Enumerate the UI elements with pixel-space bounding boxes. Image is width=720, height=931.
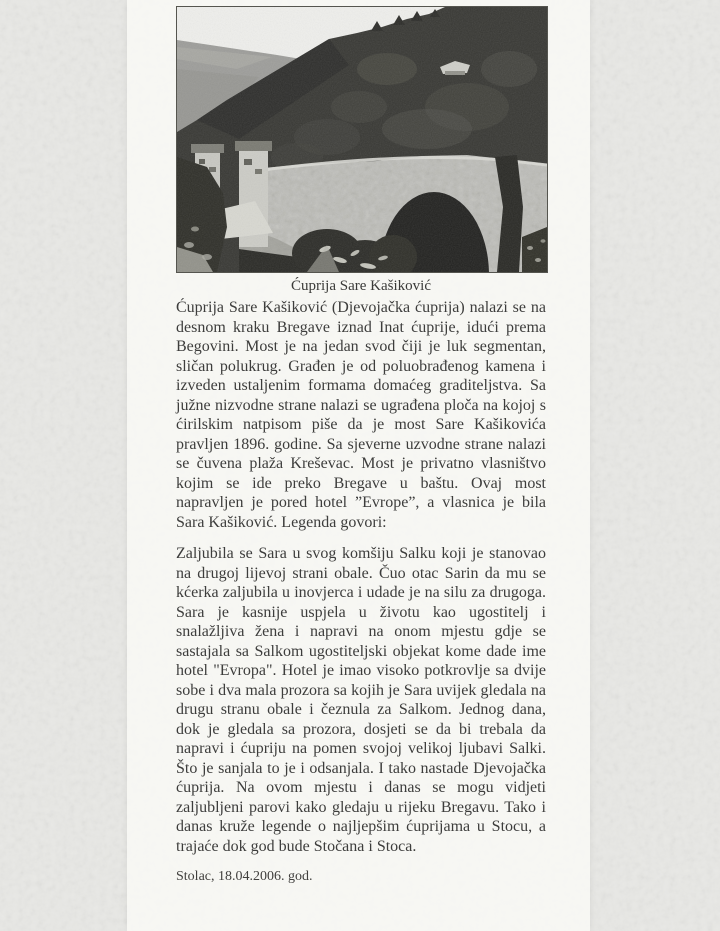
photo-caption: Ćuprija Sare Kašiković xyxy=(291,278,431,294)
stone-bridge-photo xyxy=(176,6,548,273)
bridge-photo-figure xyxy=(176,6,546,295)
paragraph-2: Zaljubila se Sara u svog komšiju Salku koji je stanovao na drugoj lijevoj strani obale. Čuo otac Sarin da mu se kćerka zaljubila u inovjerca i udade je na silu za drugoga. Sara je kasnije uspjela u životu kao ugostitelj i snalažljiva žena i napravi na onom mjestu gdje se sastajala sa Salkom ugostiteljski objekat kome dade ime hotel "Evropa". Hotel je imao visoko potkrovlje sa dvije sobe i dva mala prozora sa kojih je Sara uvijek gledala na drugu stranu obale i čeznula za Salkom. Jednog dana, dok je gledala sa prozora, dosjeti se da bi trebala da napravi i ćupriju na pomen svojoj velikoj ljubavi Salki. Što je sanjala to je i odsanjala. I tako nastade Djevojačka ćuprija. Na ovom mjestu i danas se mogu vidjeti zaljubljeni parovi kako gledaju u rijeku Bregavu. Tako i danas kruže legende o najljepšim ćuprijama u Stocu, a trajaće dok god bude Stočana i Stoca. xyxy=(176,545,546,855)
paragraph-1: Ćuprija Sare Kašiković (Djevojačka ćuprija) nalazi se na desnom kraku Bregave iznad Inat ćuprije, idući prema Begovini. Most je na jedan svod čiji je luk segmentan, sličan polukrug. Građen je od poluobrađenog kamena i izveden ustaljenim formama domaćeg graditeljstva. Sa južne nizvodne strane nalazi se ugrađena ploča na kojoj s ćirilskim natpisom piše da je most Sare Kašikovića pravljen 1896. godine. Sa sjeverne uzvodne strane nalazi se čuvena plaža Kreševac. Most je privatno vlasništvo kojim se ide preko Bregave u baštu. Ovaj most napravljen je pored hotel ”Evrope”, a vlasnica je bila Sara Kašiković. Legenda govori: xyxy=(176,299,546,531)
article xyxy=(176,6,546,885)
dateline: Stolac, 18.04.2006. god. xyxy=(176,869,313,884)
